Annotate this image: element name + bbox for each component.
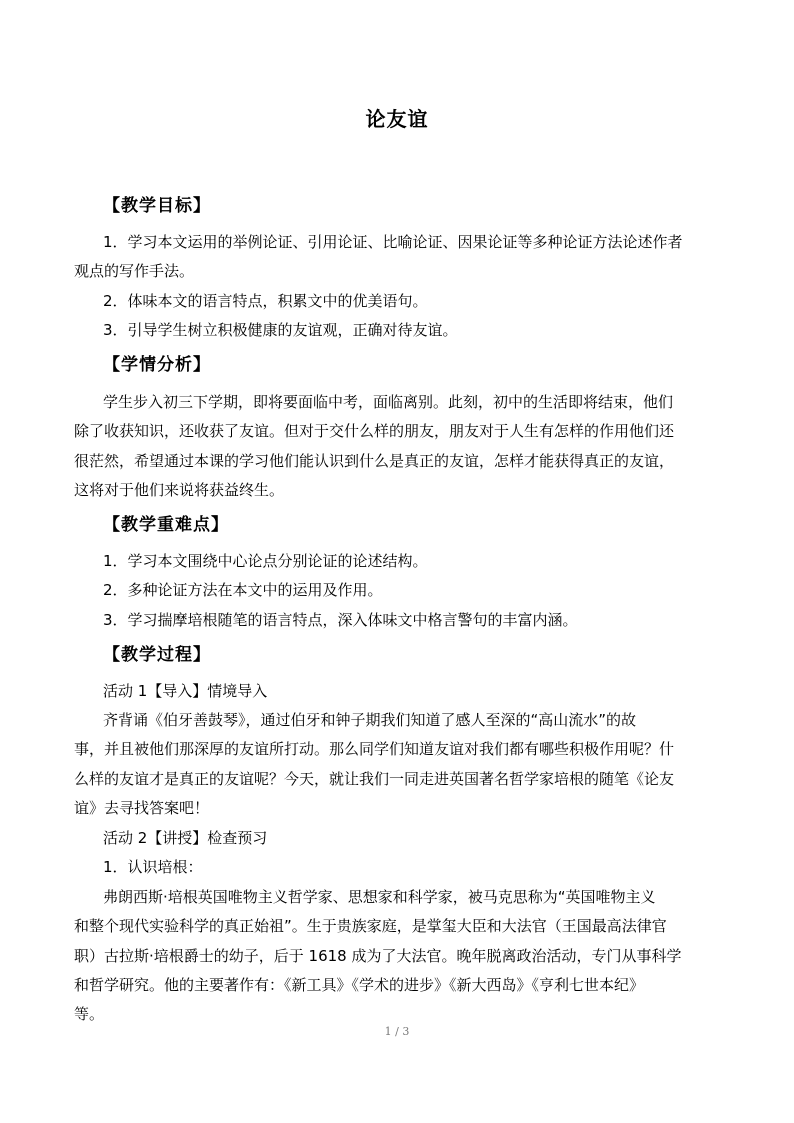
page-number: 1 / 3 [384,1025,410,1038]
intro-line: 么样的友谊才是真正的友谊呢？今天，就让我们一同走进英国著名哲学家培根的随笔《论友 [74,770,675,788]
difficulty-2: 2．多种论证方法在本文中的运用及作用。 [103,581,383,599]
analysis-line: 这将对于他们来说将获益终生。 [74,481,285,499]
section-heading-difficulties: 【教学重难点】 [103,515,229,535]
section-heading-objectives: 【教学目标】 [103,196,211,216]
bacon-line: 弗朗西斯·培根英国唯物主义哲学家、思想家和科学家，被马克思称为“英国唯物主义 [103,888,656,906]
objective-2: 2．体味本文的语言特点，积累文中的优美语句。 [103,292,428,310]
section-heading-analysis: 【学情分析】 [103,355,211,375]
bacon-line: 职）古拉斯·培根爵士的幼子，后于 1618 成为了大法官。晚年脱离政治活动，专门从事科学 [74,947,682,965]
intro-line: 齐背诵《伯牙善鼓琴》，通过伯牙和钟子期我们知道了感人至深的“高山流水”的故 [103,711,637,729]
difficulty-3: 3．学习揣摩培根随笔的语言特点，深入体味文中格言警句的丰富内涵。 [103,611,578,629]
objective-3: 3．引导学生树立积极健康的友谊观，正确对待友谊。 [103,321,458,339]
analysis-line: 很茫然，希望通过本课的学习他们能认识到什么是真正的友谊，怎样才能获得真正的友谊， [74,452,675,470]
analysis-line: 除了收获知识，还收获了友谊。但对于交什么样的朋友，朋友对于人生有怎样的作用他们还 [74,422,675,440]
bacon-line: 等。 [74,1005,105,1023]
objective-1-line-a: 1．学习本文运用的举例论证、引用论证、比喻论证、因果论证等多种论证方法论述作者 [103,233,683,251]
bacon-line: 和整个现代实验科学的真正始祖”。生于贵族家庭，是掌玺大臣和大法官（王国最高法律官 [74,917,667,935]
subsection-bacon: 1．认识培根： [103,858,203,876]
objective-1-line-b: 观点的写作手法。 [74,262,195,280]
document-title: 论友谊 [365,107,429,131]
bacon-line: 和哲学研究。他的主要著作有：《新工具》《学术的进步》《新大西岛》《亨利七世本纪》 [74,976,645,994]
activity-2-title: 活动 2【讲授】检查预习 [103,829,268,847]
section-heading-process: 【教学过程】 [103,645,211,665]
difficulty-1: 1．学习本文围绕中心论点分别论证的论述结构。 [103,552,428,570]
analysis-line: 学生步入初三下学期，即将要面临中考，面临离别。此刻，初中的生活即将结束，他们 [103,393,674,411]
intro-line: 事，并且被他们那深厚的友谊所打动。那么同学们知道友谊对我们都有哪些积极作用呢？什 [74,740,675,758]
activity-1-title: 活动 1【导入】情境导入 [103,682,268,700]
intro-line: 谊》去寻找答案吧！ [74,799,210,817]
